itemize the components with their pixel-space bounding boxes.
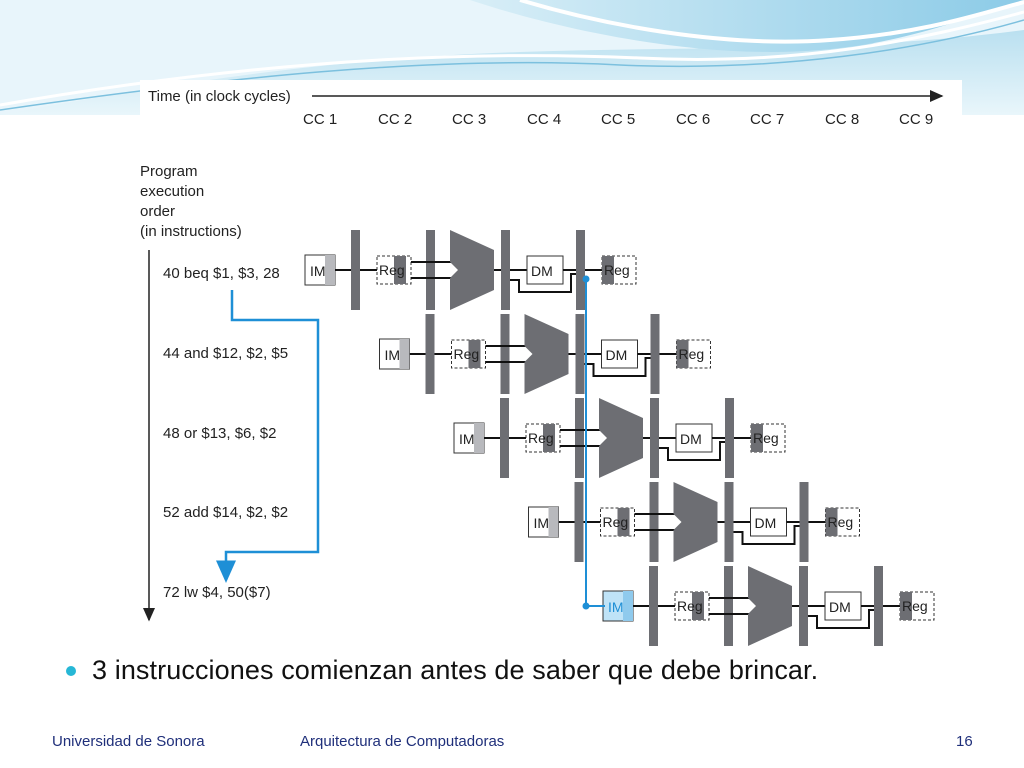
svg-text:execution: execution bbox=[140, 183, 205, 200]
pipeline-register-bar bbox=[800, 482, 809, 562]
im-label: IM bbox=[310, 263, 326, 279]
reg-write-label: Reg bbox=[753, 430, 779, 446]
cycle-label: CC 1 bbox=[303, 111, 338, 128]
svg-text:Program: Program bbox=[140, 163, 198, 180]
cycle-label: CC 3 bbox=[452, 111, 487, 128]
pipeline-register-bar bbox=[500, 398, 509, 478]
cycle-label: CC 6 bbox=[676, 111, 711, 128]
pipeline-register-bar bbox=[426, 230, 435, 310]
cycle-label: CC 7 bbox=[750, 111, 785, 128]
instruction-label: 44 and $12, $2, $5 bbox=[163, 345, 289, 362]
pipeline-register-bar bbox=[575, 482, 584, 562]
dm-label: DM bbox=[531, 263, 553, 279]
cycle-label: CC 9 bbox=[899, 111, 934, 128]
im-label: IM bbox=[608, 599, 624, 615]
reg-read-label: Reg bbox=[602, 514, 629, 530]
dm-label: DM bbox=[680, 431, 702, 447]
instruction-label: 48 or $13, $6, $2 bbox=[163, 425, 277, 442]
svg-text:order: order bbox=[140, 203, 176, 220]
cycle-label: CC 8 bbox=[825, 111, 860, 128]
pipeline-register-bar bbox=[724, 566, 733, 646]
im-label: IM bbox=[533, 515, 550, 531]
footer-university: Universidad de Sonora bbox=[52, 733, 205, 750]
im-label: IM bbox=[459, 431, 475, 447]
instruction-label: 52 add $14, $2, $2 bbox=[163, 504, 289, 521]
pipeline-register-bar bbox=[725, 482, 734, 562]
pipeline-register-bar bbox=[799, 566, 808, 646]
pipeline-register-bar bbox=[651, 314, 660, 394]
pipeline-register-bar bbox=[575, 398, 584, 478]
time-axis-label: Time (in clock cycles) bbox=[148, 88, 291, 105]
dm-label: DM bbox=[605, 347, 628, 363]
reg-write-label: Reg bbox=[604, 262, 630, 278]
reg-write-label: Reg bbox=[827, 514, 854, 530]
footer-course: Arquitectura de Computadoras bbox=[300, 733, 505, 750]
svg-text:(in instructions): (in instructions) bbox=[140, 223, 242, 240]
pipeline-register-bar bbox=[725, 398, 734, 478]
pipeline-register-bar bbox=[501, 230, 510, 310]
pipeline-figure bbox=[140, 80, 962, 646]
im-label: IM bbox=[384, 347, 401, 363]
pipeline-register-bar bbox=[650, 398, 659, 478]
dm-label: DM bbox=[754, 515, 777, 531]
pipeline-register-bar bbox=[649, 566, 658, 646]
instruction-label: 72 lw $4, 50($7) bbox=[163, 584, 271, 601]
footer-page-number: 16 bbox=[956, 733, 973, 750]
cycle-label: CC 5 bbox=[601, 111, 636, 128]
pipeline-register-bar bbox=[650, 482, 659, 562]
reg-read-label: Reg bbox=[677, 598, 703, 614]
bullet-point bbox=[66, 650, 818, 690]
pipeline-register-bar bbox=[576, 230, 585, 310]
pipeline-register-bar bbox=[501, 314, 510, 394]
reg-read-label: Reg bbox=[379, 262, 405, 278]
cycle-label: CC 4 bbox=[527, 111, 562, 128]
reg-write-label: Reg bbox=[678, 346, 705, 362]
dm-label: DM bbox=[829, 599, 851, 615]
pipeline-register-bar bbox=[874, 566, 883, 646]
bullet-text: 3 instrucciones comienzan antes de saber que debe brincar. bbox=[92, 654, 819, 685]
reg-read-label: Reg bbox=[528, 430, 554, 446]
instruction-label: 40 beq $1, $3, 28 bbox=[163, 265, 280, 282]
reg-write-label: Reg bbox=[902, 598, 928, 614]
bullet-dot-icon bbox=[66, 666, 76, 676]
cycle-labels bbox=[303, 111, 933, 128]
reg-read-label: Reg bbox=[453, 346, 480, 362]
cycle-label: CC 2 bbox=[378, 111, 413, 128]
pipeline-register-bar bbox=[426, 314, 435, 394]
pipeline-register-bar bbox=[576, 314, 585, 394]
pipeline-register-bar bbox=[351, 230, 360, 310]
